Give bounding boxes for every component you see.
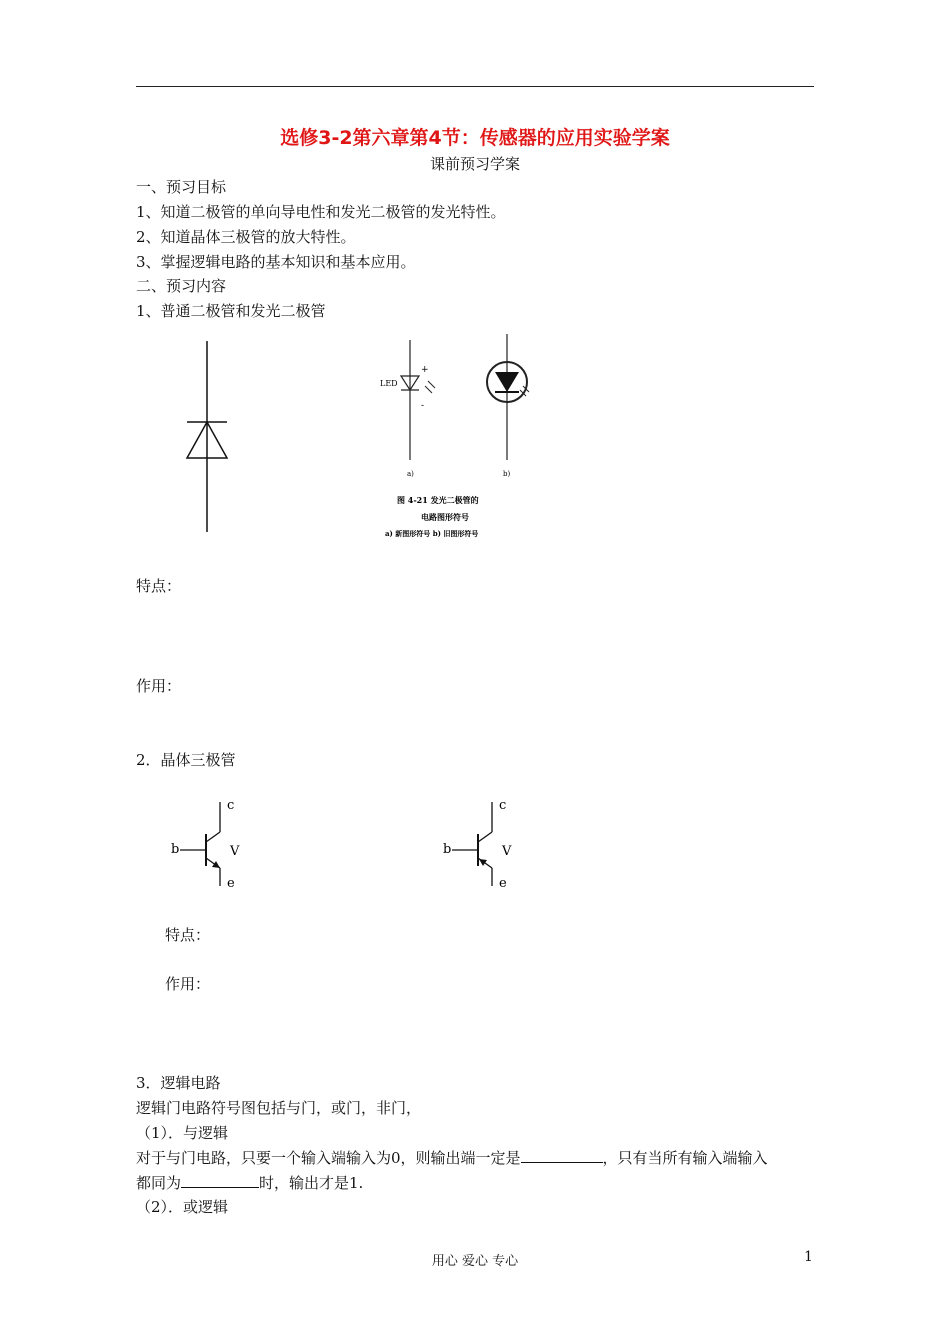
footer-motto: 用心 爱心 专心 bbox=[431, 1254, 519, 1269]
item-2-transistor: 2．晶体三极管 bbox=[136, 751, 236, 769]
logic-intro: 逻辑门电路符号图包括与门，或门，非门， bbox=[136, 1099, 422, 1117]
and-logic-heading: （1）．与逻辑 bbox=[136, 1124, 229, 1142]
npn-transistor-symbol bbox=[168, 794, 258, 894]
and-text-a: 对于与门电路，只要一个输入端输入为0，则输出端一定是 bbox=[136, 1149, 521, 1167]
item-3-logic: 3．逻辑电路 bbox=[136, 1074, 221, 1092]
led-symbol-figure bbox=[375, 332, 545, 542]
goal-1: 1、知道二极管的单向导电性和发光二极管的发光特性。 bbox=[136, 203, 506, 221]
npn-e-label: e bbox=[227, 876, 235, 891]
answer-blank-1[interactable] bbox=[521, 1148, 603, 1163]
or-logic-heading: （2）．或逻辑 bbox=[136, 1198, 229, 1216]
and-logic-text-1 bbox=[136, 1148, 768, 1168]
document-subtitle: 课前预习学案 bbox=[429, 155, 520, 173]
npn-b-label: b bbox=[171, 842, 180, 857]
and-text-c: 都同为 bbox=[136, 1174, 182, 1192]
npn-v-label: V bbox=[230, 844, 240, 859]
content-heading: 二、预习内容 bbox=[136, 277, 227, 295]
header-rule bbox=[136, 86, 814, 87]
led-minus: - bbox=[421, 401, 425, 411]
document-title: 选修3-2第六章第4节：传感器的应用实验学案 bbox=[280, 127, 670, 149]
pnp-b-label: b bbox=[443, 842, 452, 857]
goals-heading: 一、预习目标 bbox=[136, 178, 227, 196]
answer-blank-2[interactable] bbox=[181, 1173, 259, 1188]
label-a: a) bbox=[407, 470, 414, 478]
label-b: b) bbox=[503, 470, 511, 478]
diode-feature-label: 特点： bbox=[136, 577, 182, 595]
page-number: 1 bbox=[804, 1249, 813, 1265]
goal-2: 2、知道晶体三极管的放大特性。 bbox=[136, 228, 356, 246]
diode-symbol bbox=[180, 338, 240, 534]
pnp-transistor-symbol bbox=[440, 794, 530, 894]
led-plus: + bbox=[421, 365, 429, 375]
pnp-e-label: e bbox=[499, 876, 507, 891]
item-1-diodes: 1、普通二极管和发光二极管 bbox=[136, 302, 326, 320]
led-caption-1: 图 4-21 发光二极管的 bbox=[397, 495, 479, 505]
diode-function-label: 作用： bbox=[136, 677, 182, 695]
pnp-c-label: c bbox=[499, 798, 507, 813]
led-label: LED bbox=[380, 379, 398, 388]
and-text-b: ，只有当所有输入端输入 bbox=[602, 1149, 768, 1167]
pnp-v-label: V bbox=[502, 844, 512, 859]
led-caption-3: a) 新图形符号 b) 旧图形符号 bbox=[385, 529, 479, 538]
goal-3: 3、掌握逻辑电路的基本知识和基本应用。 bbox=[136, 253, 416, 271]
npn-c-label: c bbox=[227, 798, 235, 813]
transistor-feature-label: 特点： bbox=[165, 926, 211, 944]
and-logic-text-2 bbox=[136, 1173, 363, 1193]
led-caption-2: 电路图形符号 bbox=[421, 512, 469, 522]
transistor-function-label: 作用： bbox=[165, 975, 211, 993]
and-text-d: 时，输出才是1. bbox=[259, 1174, 364, 1192]
